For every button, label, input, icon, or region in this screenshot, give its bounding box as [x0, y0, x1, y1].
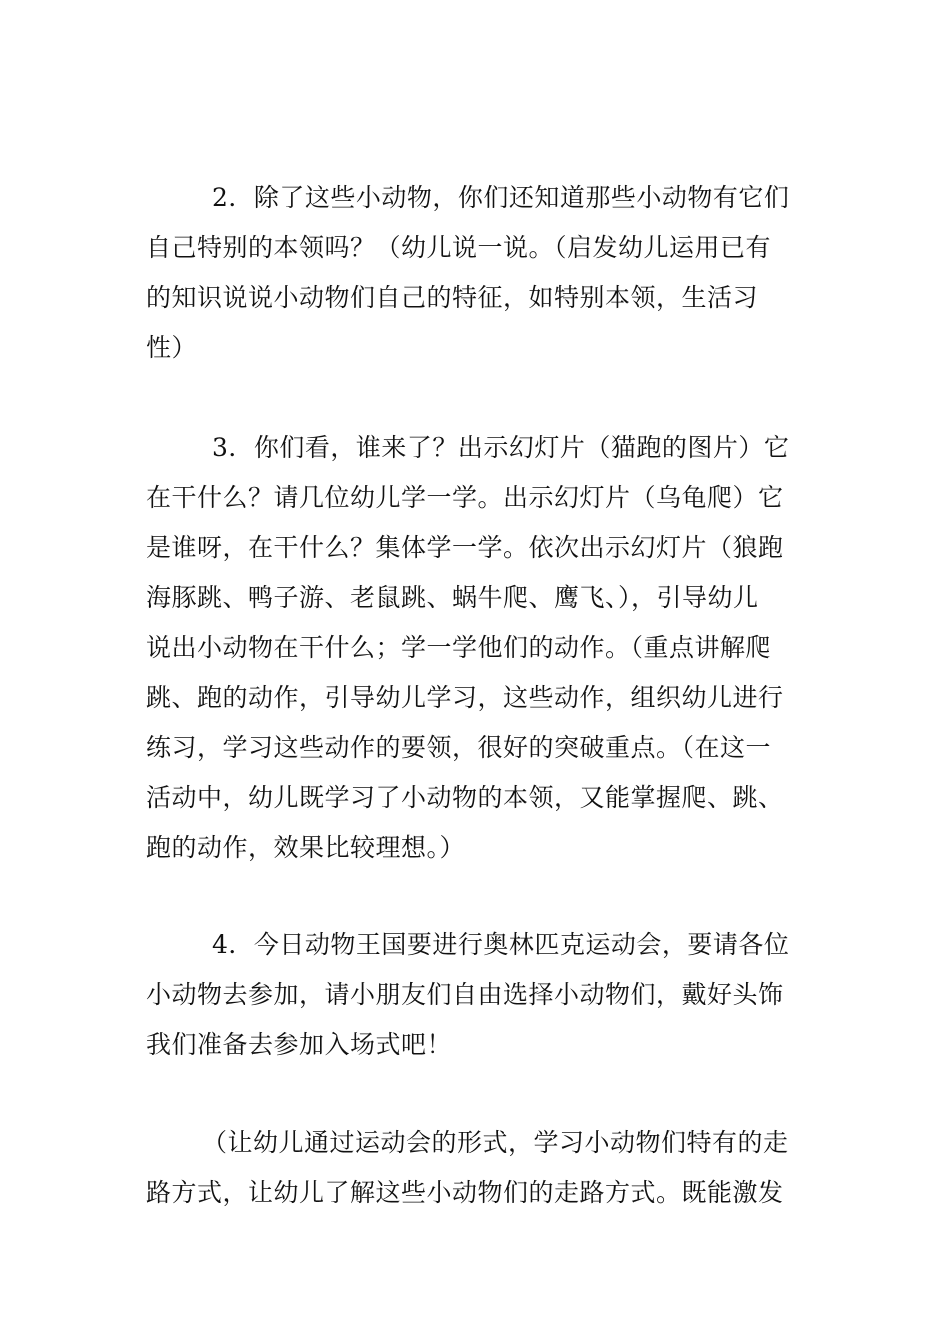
text-line: 是谁呀，在干什么？集体学一学。依次出示幻灯片（狼跑	[146, 533, 784, 562]
text-line: 性）	[146, 333, 198, 362]
paragraph-2	[146, 173, 808, 373]
text-line: 小动物去参加，请小朋友们自由选择小动物们，戴好头饰	[146, 980, 784, 1009]
paragraph-3	[146, 423, 808, 873]
text-line: 的知识说说小动物们自己的特征，如特别本领，生活习	[146, 283, 759, 312]
text-line: 在干什么？请几位幼儿学一学。出示幻灯片（乌龟爬）它	[146, 483, 784, 512]
text-line: （让幼儿通过运动会的形式，学习小动物们特有的走	[202, 1128, 789, 1157]
paragraph-4	[146, 920, 808, 1070]
text-line: 路方式，让幼儿了解这些小动物们的走路方式。既能激发	[146, 1178, 784, 1207]
text-line: 自己特别的本领吗？（幼儿说一说。（启发幼儿运用已有	[146, 233, 772, 262]
text-line: 说出小动物在干什么；学一学他们的动作。（重点讲解爬	[146, 633, 772, 662]
text-line: 活动中，幼儿既学习了小动物的本领，又能掌握爬、跳、	[146, 783, 784, 812]
text-line: 跳、跑的动作，引导幼儿学习，这些动作，组织幼儿进行	[146, 683, 784, 712]
text-line: 我们准备去参加入场式吧！	[146, 1030, 453, 1059]
text-line: 练习，学习这些动作的要领，很好的突破重点。（在这一	[146, 733, 772, 762]
paragraph-note	[146, 1118, 808, 1218]
text-line: 跑的动作，效果比较理想。）	[146, 833, 466, 862]
text-line: 3．你们看，谁来了？出示幻灯片（猫跑的图片）它	[212, 433, 790, 462]
text-line: 4．今日动物王国要进行奥林匹克运动会，要请各位	[212, 930, 790, 959]
text-line: 海豚跳、鸭子游、老鼠跳、蜗牛爬、鹰飞、），引导幼儿	[146, 583, 759, 612]
text-line: 2．除了这些小动物，你们还知道那些小动物有它们	[212, 183, 790, 212]
